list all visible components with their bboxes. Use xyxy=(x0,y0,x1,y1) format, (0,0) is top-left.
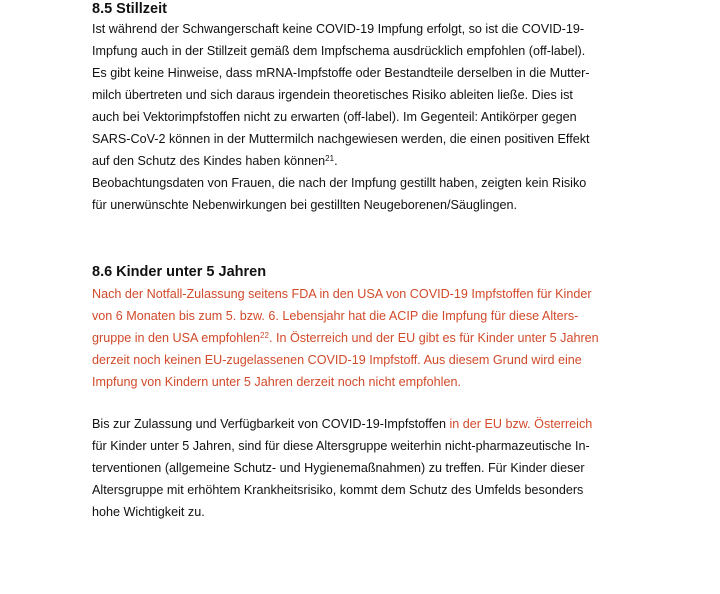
highlighted-text: in der EU bzw. Österreich xyxy=(449,417,593,431)
text-line: Es gibt keine Hinweise, dass mRNA-Impfstoffe oder Bestandteile derselben in die Mutter- xyxy=(92,66,590,80)
section-heading-kinder: 8.6 Kinder unter 5 Jahren xyxy=(92,264,267,280)
text-line: Ist während der Schwangerschaft keine COVID-19 Impfung erfolgt, so ist die COVID-19- xyxy=(92,22,585,36)
text-line: hohe Wichtigkeit zu. xyxy=(92,505,205,519)
text-line: Impfung von Kindern unter 5 Jahren derzeit noch nicht empfohlen. xyxy=(92,375,461,389)
paragraph-stillzeit xyxy=(92,18,652,216)
text-line xyxy=(92,413,652,435)
text-line: Altersgruppe mit erhöhtem Krankheitsrisiko, kommt dem Schutz des Umfelds besonders xyxy=(92,483,584,497)
text-line: auch bei Vektorimpfstoffen nicht zu erwarten (off-label). Im Gegenteil: Antikörper gegen xyxy=(92,110,577,124)
text-line: von 6 Monaten bis zum 5. bzw. 6. Lebensjahr hat die ACIP die Impfung für diese Alters- xyxy=(92,309,579,323)
text-segment: . In Österreich und der EU gibt es für Kinder unter 5 Jahren xyxy=(268,331,599,345)
text-segment: gruppe in den USA empfohlen xyxy=(92,331,261,345)
text-segment: . xyxy=(334,154,338,168)
footnote-22: 22 xyxy=(260,331,269,340)
paragraph-zulassung xyxy=(92,413,652,523)
text-line xyxy=(92,150,652,172)
text-line: Nach der Notfall-Zulassung seitens FDA in den USA von COVID-19 Impfstoffen für Kinder xyxy=(92,287,592,301)
text-segment: Bis zur Zulassung und Verfügbarkeit von COVID-19-Impfstoffen xyxy=(92,417,450,431)
text-line: für Kinder unter 5 Jahren, sind für diese Altersgruppe weiterhin nicht-pharmazeutische In- xyxy=(92,439,590,453)
text-line: für unerwünschte Nebenwirkungen bei gestillten Neugeborenen/Säuglingen. xyxy=(92,198,517,212)
text-line: terventionen (allgemeine Schutz- und Hygienemaßnahmen) zu treffen. Für Kinder dieser xyxy=(92,461,585,475)
text-line: derzeit noch keinen EU-zugelassenen COVID-19 Impfstoff. Aus diesem Grund wird eine xyxy=(92,353,582,367)
section-heading-stillzeit: 8.5 Stillzeit xyxy=(92,1,167,17)
text-line: Impfung auch in der Stillzeit gemäß dem Impfschema ausdrücklich empfohlen (off-label). xyxy=(92,44,586,58)
text-line xyxy=(92,327,652,349)
paragraph-notfall-zulassung xyxy=(92,283,652,393)
footnote-21: 21 xyxy=(325,154,335,163)
text-segment: auf den Schutz des Kindes haben können xyxy=(92,154,326,168)
text-line: Beobachtungsdaten von Frauen, die nach der Impfung gestillt haben, zeigten kein Risiko xyxy=(92,176,587,190)
text-line: milch übertreten und sich daraus irgendein theoretisches Risiko ableiten ließe. Dies ist xyxy=(92,88,573,102)
text-line: SARS-CoV-2 können in der Muttermilch nachgewiesen werden, die einen positiven Effekt xyxy=(92,132,590,146)
